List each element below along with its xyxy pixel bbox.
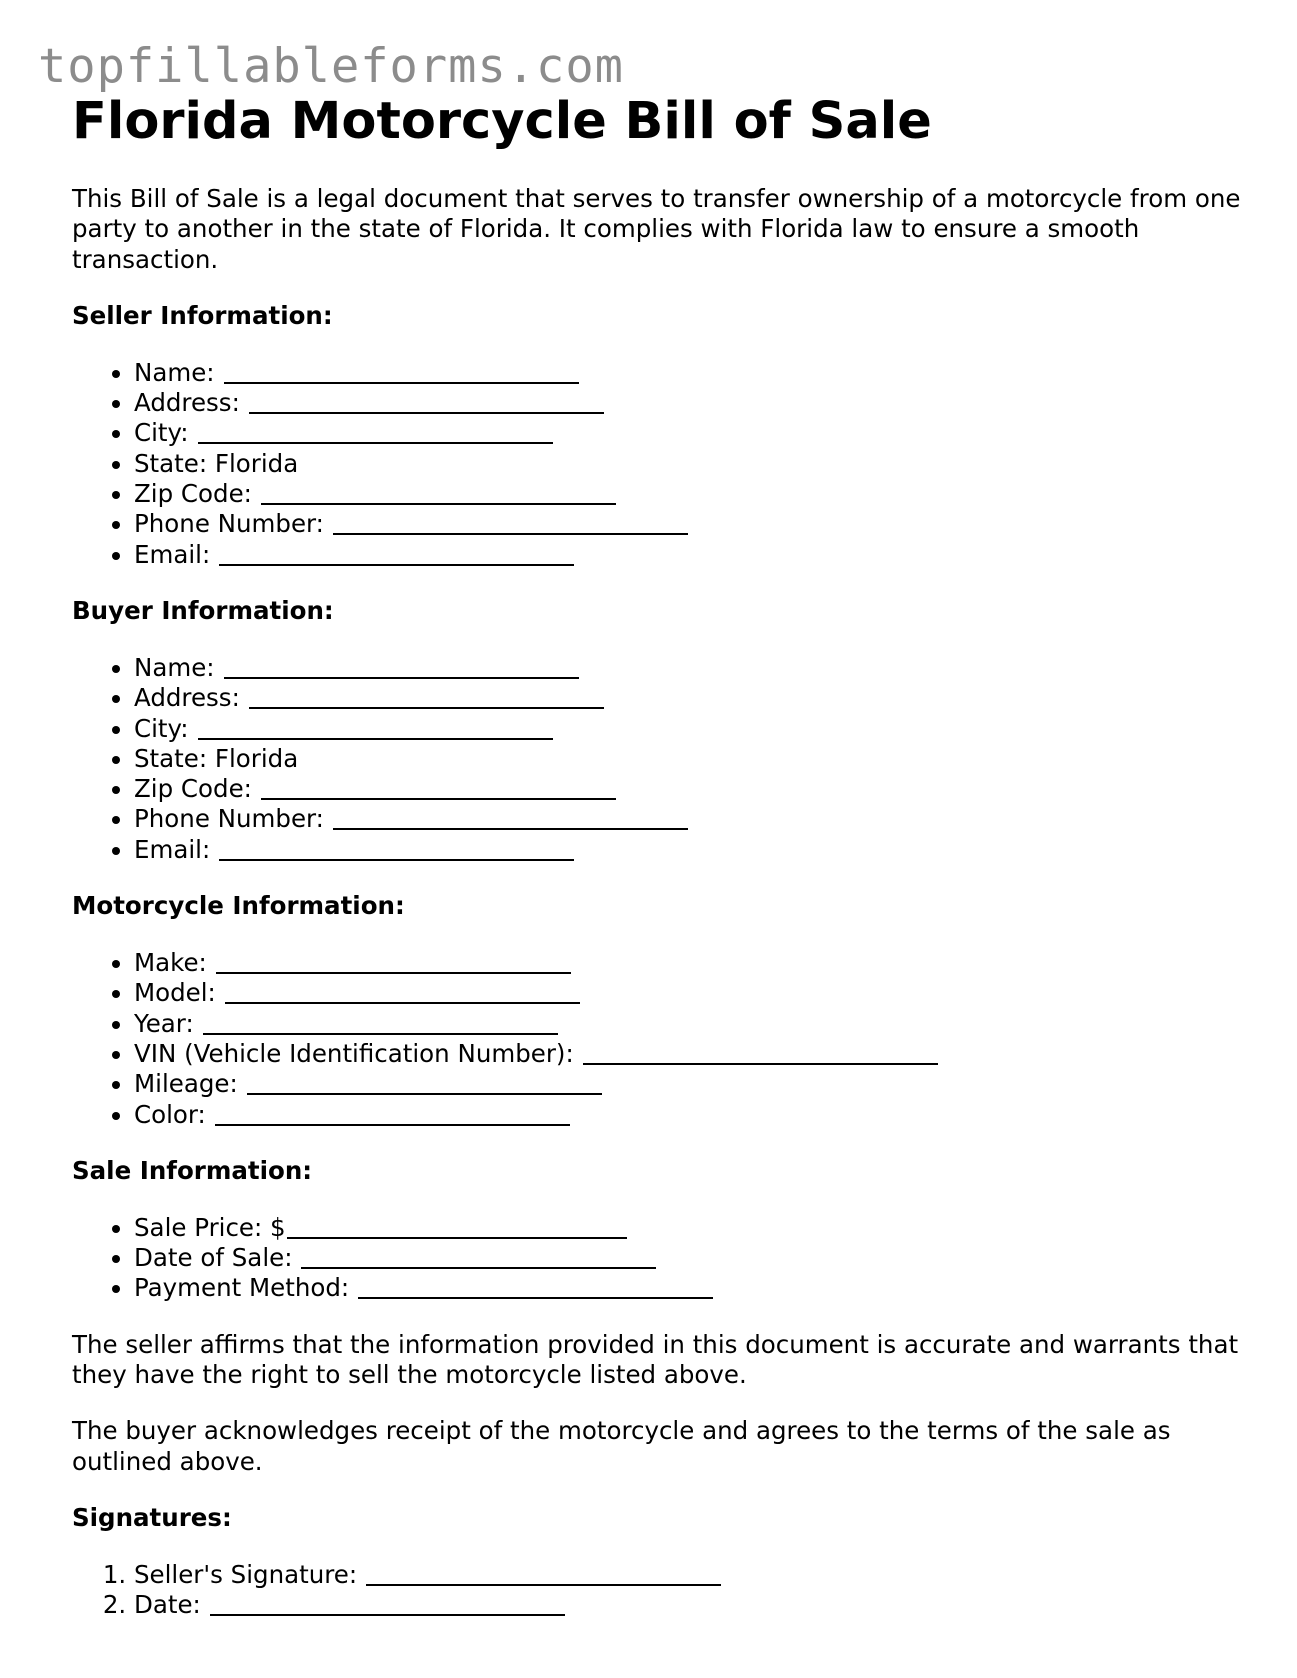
site-watermark: topfillableforms.com [38, 39, 624, 94]
seller-email-item [134, 540, 1252, 570]
seller-signature-item [134, 1560, 1252, 1590]
seller-heading: Seller Information: [72, 300, 333, 330]
motorcycle-color-label: Color: [134, 1099, 206, 1129]
seller-name-item [134, 358, 1252, 388]
motorcycle-vin-label: VIN (Vehicle Identification Number): [134, 1038, 574, 1068]
sale-payment-item [134, 1273, 1252, 1303]
motorcycle-mileage-field[interactable] [247, 1093, 602, 1095]
buyer-zip-label: Zip Code: [134, 774, 252, 804]
sale-payment-field[interactable] [358, 1297, 713, 1299]
buyer-email-item [134, 835, 1252, 865]
seller-email-label: Email: [134, 539, 211, 569]
seller-zip-label: Zip Code: [134, 479, 252, 509]
seller-state-item [134, 449, 1252, 479]
buyer-heading: Buyer Information: [72, 595, 334, 625]
buyer-zip-field[interactable] [261, 798, 616, 800]
motorcycle-vin-item [134, 1039, 1252, 1069]
seller-phone-item [134, 509, 1252, 539]
seller-zip-item [134, 479, 1252, 509]
intro-paragraph: This Bill of Sale is a legal document that serves to transfer ownership of a motorcycle from one party to another in the state of Florida. It complies with Florida law to ensure a smooth transaction. [72, 184, 1241, 274]
motorcycle-color-item [134, 1100, 1252, 1130]
seller-fields [72, 358, 1252, 570]
buyer-city-field[interactable] [198, 738, 553, 740]
motorcycle-model-label: Model: [134, 978, 216, 1008]
page-title: Florida Motorcycle Bill of Sale [72, 92, 932, 151]
signature-fields [72, 1560, 1252, 1621]
buyer-zip-item [134, 774, 1252, 804]
seller-phone-field[interactable] [333, 533, 688, 535]
buyer-name-item [134, 653, 1252, 683]
motorcycle-color-field[interactable] [215, 1124, 570, 1126]
buyer-city-item [134, 714, 1252, 744]
buyer-address-label: Address: [134, 683, 240, 713]
signatures-heading: Signatures: [72, 1502, 232, 1532]
document-body [72, 90, 1252, 1621]
seller-state-label: State: Florida [134, 448, 299, 478]
buyer-name-field[interactable] [224, 677, 579, 679]
motorcycle-model-item [134, 978, 1252, 1008]
buyer-phone-field[interactable] [333, 828, 688, 830]
motorcycle-fields [72, 948, 1252, 1130]
seller-address-field[interactable] [249, 412, 604, 414]
seller-city-field[interactable] [198, 442, 553, 444]
motorcycle-year-field[interactable] [203, 1033, 558, 1035]
motorcycle-year-label: Year: [134, 1008, 194, 1038]
sale-payment-label: Payment Method: [134, 1273, 350, 1303]
buyer-email-label: Email: [134, 834, 211, 864]
sale-heading: Sale Information: [72, 1155, 313, 1185]
buyer-city-label: City: [134, 713, 189, 743]
motorcycle-year-item [134, 1009, 1252, 1039]
buyer-phone-item [134, 804, 1252, 834]
motorcycle-mileage-item [134, 1069, 1252, 1099]
buyer-address-item [134, 683, 1252, 713]
signature-date-item [134, 1590, 1252, 1620]
seller-affirmation: The seller affirms that the information provided in this document is accurate and warrants that they have the right to sell the motorcycle listed above. [72, 1329, 1239, 1390]
motorcycle-make-field[interactable] [216, 972, 571, 974]
seller-name-field[interactable] [224, 382, 579, 384]
motorcycle-make-item [134, 948, 1252, 978]
motorcycle-model-field[interactable] [225, 1002, 580, 1004]
seller-signature-label: Seller's Signature: [134, 1559, 358, 1589]
seller-email-field[interactable] [219, 564, 574, 566]
buyer-phone-label: Phone Number: [134, 804, 324, 834]
buyer-email-field[interactable] [219, 859, 574, 861]
buyer-name-label: Name: [134, 652, 215, 682]
buyer-state-label: State: Florida [134, 743, 299, 773]
sale-price-field[interactable] [287, 1237, 627, 1239]
motorcycle-heading: Motorcycle Information: [72, 891, 405, 921]
sale-date-item [134, 1243, 1252, 1273]
sale-price-label: Sale Price: $ [134, 1212, 286, 1242]
motorcycle-mileage-label: Mileage: [134, 1069, 238, 1099]
seller-phone-label: Phone Number: [134, 509, 324, 539]
seller-address-item [134, 388, 1252, 418]
seller-city-item [134, 418, 1252, 448]
seller-signature-field[interactable] [366, 1584, 721, 1586]
seller-address-label: Address: [134, 388, 240, 418]
sale-fields [72, 1213, 1252, 1304]
buyer-acknowledgement: The buyer acknowledges receipt of the motorcycle and agrees to the terms of the sale as outlined above. [72, 1416, 1171, 1476]
sale-price-item [134, 1213, 1252, 1243]
motorcycle-vin-field[interactable] [583, 1063, 938, 1065]
buyer-state-item [134, 744, 1252, 774]
signature-date-field[interactable] [210, 1614, 565, 1616]
seller-name-label: Name: [134, 357, 215, 387]
buyer-fields [72, 653, 1252, 865]
buyer-address-field[interactable] [249, 707, 604, 709]
motorcycle-make-label: Make: [134, 948, 207, 978]
sale-date-label: Date of Sale: [134, 1243, 293, 1273]
seller-zip-field[interactable] [261, 503, 616, 505]
signature-date-label: Date: [134, 1590, 201, 1620]
seller-city-label: City: [134, 418, 189, 448]
sale-date-field[interactable] [301, 1267, 656, 1269]
